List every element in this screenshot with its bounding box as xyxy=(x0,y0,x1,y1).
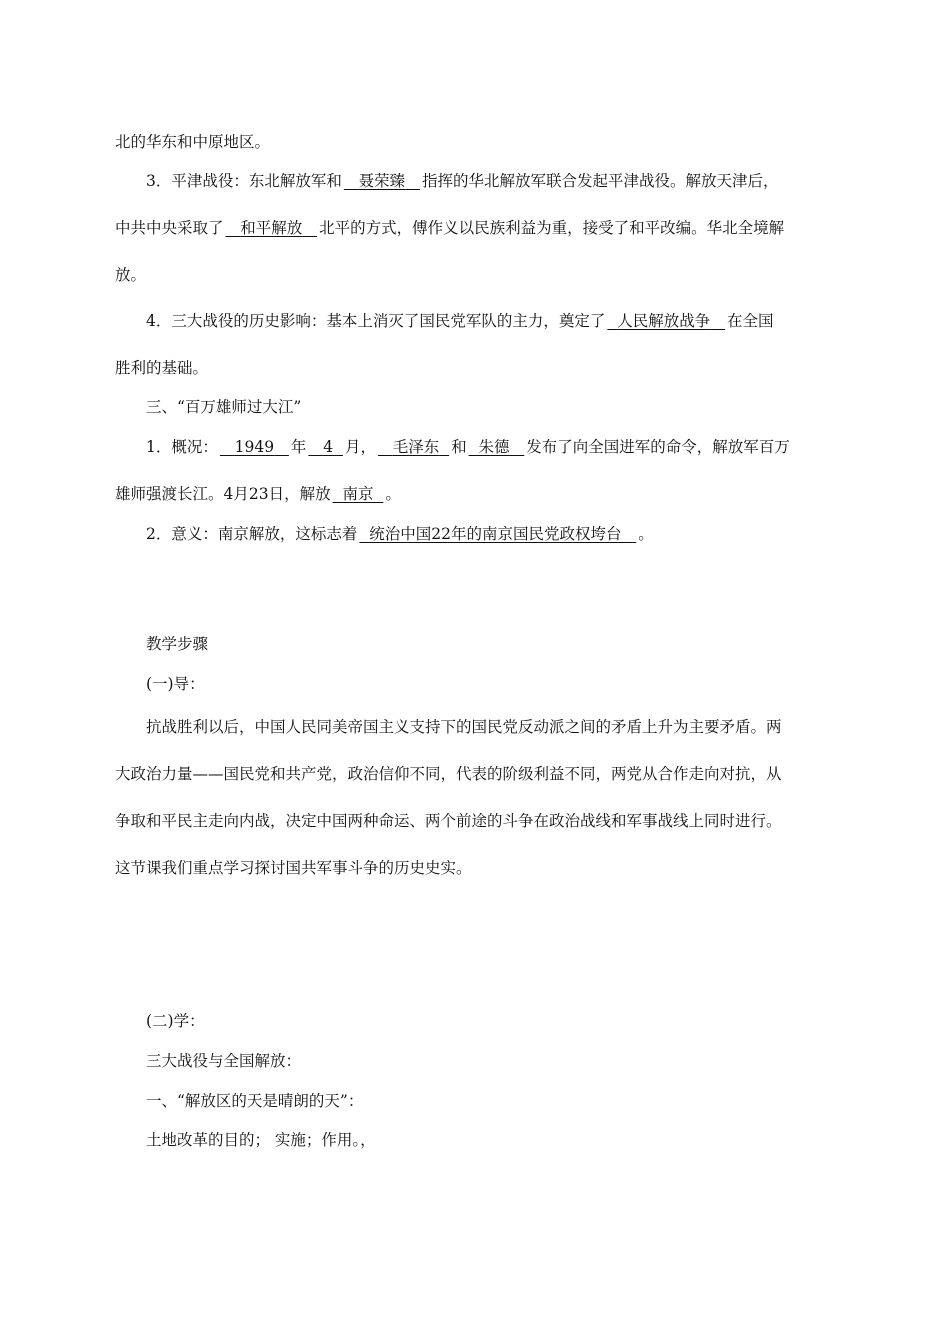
item-4-impact-line1: 4．三大战役的历史影响：基本上消灭了国民党军队的主力，奠定了 人民解放战争 在全国 xyxy=(146,312,774,330)
item-1-overview-line1: 1．概况： 1949 年 4 月， 毛泽东 和 朱德 发布了向全国进军的命令，解放军百万 xyxy=(146,438,790,456)
land-reform-line: 土地改革的目的； 实施；作用。， xyxy=(146,1131,376,1149)
item-2-significance: 2．意义：南京解放，这标志着 统治中国22年的南京国民党政权垮台 。 xyxy=(146,525,654,543)
blank-zhu-de: 朱德 xyxy=(478,438,510,456)
blank-kmt-collapse: 统治中国22年的南京国民党政权垮台 xyxy=(369,525,622,543)
topic-three-campaigns: 三大战役与全国解放： xyxy=(146,1052,302,1070)
step-2-learn-heading: (二)学： xyxy=(146,1012,205,1030)
blank-nanjing: 南京 xyxy=(342,485,374,503)
guide-paragraph-line1: 抗战胜利以后，中国人民同美帝国主义支持下的国民党反动派之间的矛盾上升为主要矛盾。两 xyxy=(146,718,782,736)
step-1-guide-heading: (一)导： xyxy=(146,675,205,693)
blank-liberation-war: 人民解放战争 xyxy=(617,312,711,330)
teaching-steps-title: 教学步骤 xyxy=(146,635,209,653)
section-1-title: 一、“解放区的天是晴朗的天”： xyxy=(146,1092,364,1110)
blank-peaceful-liberation: 和平解放 xyxy=(240,219,303,237)
guide-paragraph-line3: 争取和平民主走向内战，决定中国两种命运、两个前途的斗争在政治战线和军事战线上同时进行。 xyxy=(115,812,782,830)
guide-paragraph-line2: 大政治力量——国民党和共产党，政治信仰不同，代表的阶级利益不同，两党从合作走向对抗，从 xyxy=(115,765,782,783)
guide-paragraph-line4: 这节课我们重点学习探讨国共军事斗争的历史史实。 xyxy=(115,859,472,877)
blank-year: 1949 xyxy=(234,438,275,456)
item-3-pingjin-line1: 3．平津战役：东北解放军和 聂荣臻 指挥的华北解放军联合发起平津战役。解放天津后， xyxy=(146,172,779,190)
paragraph-continuation: 北的华东和中原地区。 xyxy=(115,133,271,151)
blank-nie-rongzhen: 聂荣臻 xyxy=(358,172,406,190)
section-3-title: 三、“百万雄师过大江” xyxy=(146,398,302,416)
blank-mao-zedong: 毛泽东 xyxy=(392,438,440,456)
item-1-overview-line2: 雄师强渡长江。4月23日，解放 南京 。 xyxy=(115,485,401,503)
item-3-pingjin-line2: 中共中央采取了 和平解放 北平的方式，傅作义以民族利益为重，接受了和平改编。华北全境解 xyxy=(115,219,785,237)
item-3-pingjin-line3: 放。 xyxy=(115,266,147,284)
item-4-impact-line2: 胜利的基础。 xyxy=(115,359,209,377)
blank-month: 4 xyxy=(323,438,334,456)
